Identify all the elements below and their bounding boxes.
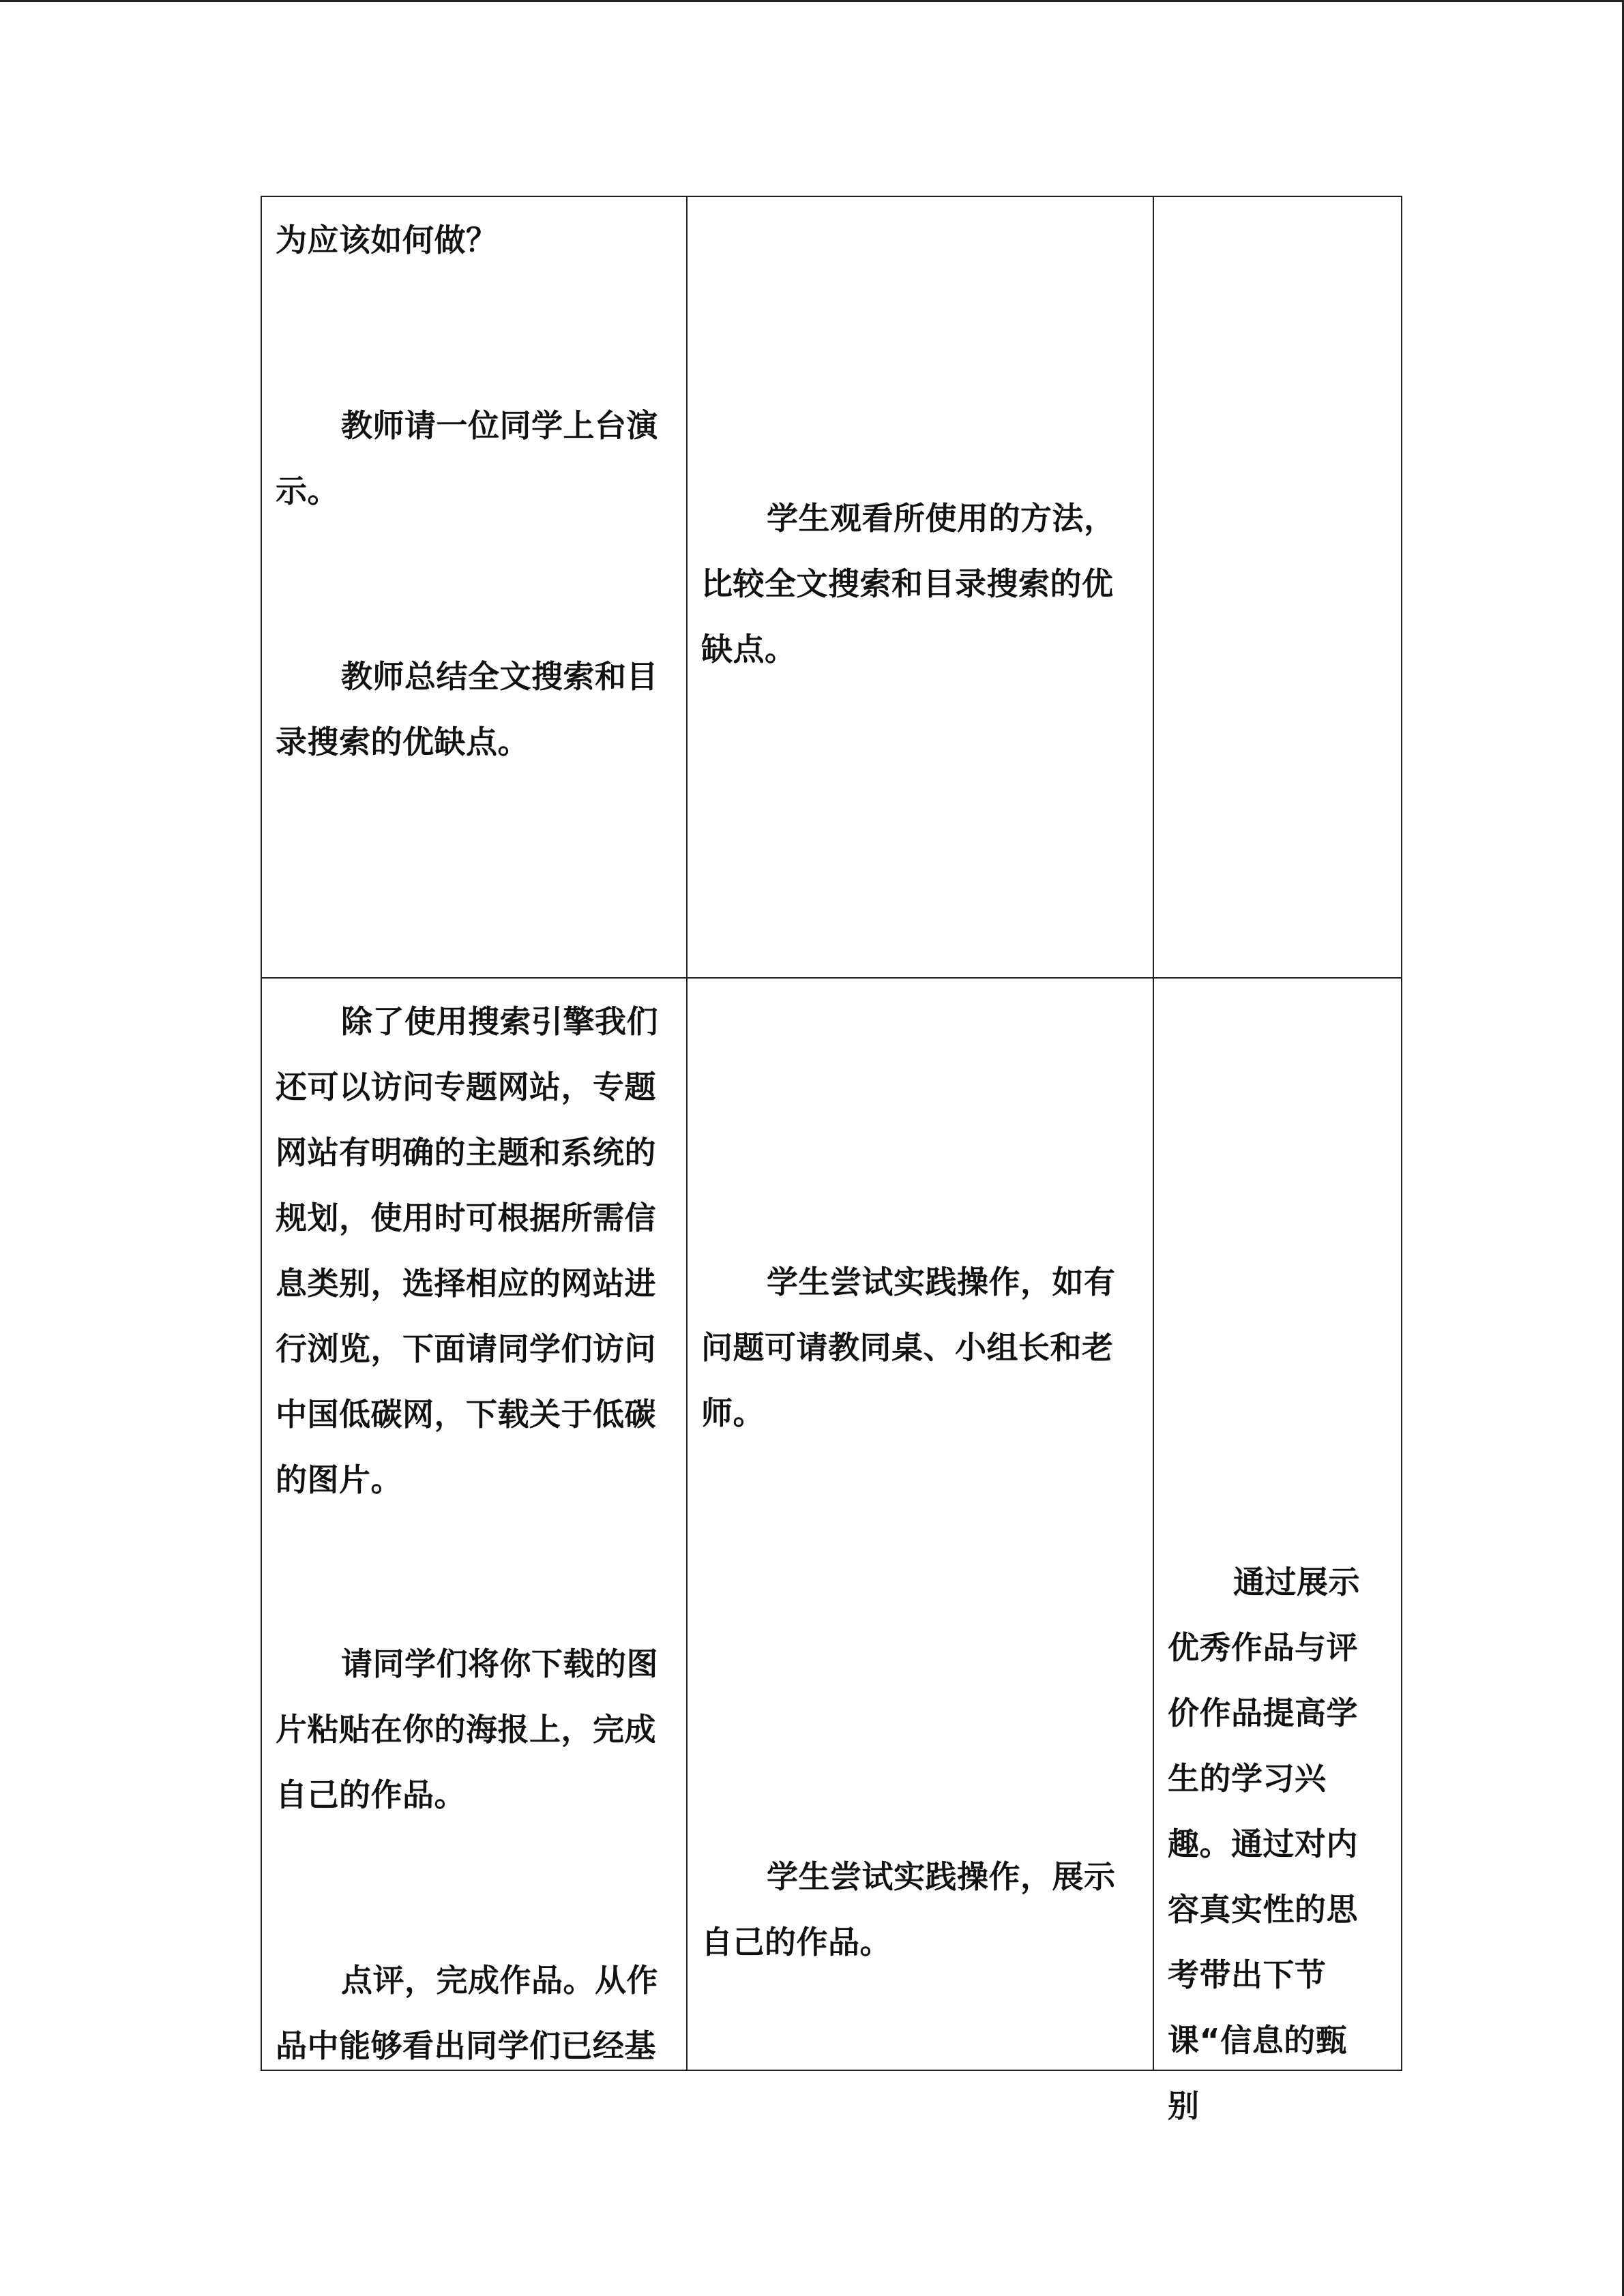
table-cell-text: 学生尝试实践操作，如有问题可请教同桌、小组长和老师。 xyxy=(701,1264,1116,1431)
table-border-left xyxy=(261,196,262,2071)
table-cell-text: 通过展示优秀作品与评价作品提高学生的学习兴趣。通过对内容真实性的思考带出下节课“信息的甄别 xyxy=(1168,1564,1360,2124)
page-frame-top xyxy=(0,0,1624,2)
table-cell-text: 点评，完成作品。从作品中能够看出同学们已经基 xyxy=(276,1962,658,2064)
table-col-divider-1 xyxy=(686,196,688,2071)
table-col-divider-2 xyxy=(1153,196,1154,2071)
table-cell-text: 教师请一位同学上台演示。 xyxy=(276,407,658,509)
table-cell-text: 教师总结全文搜索和目录搜索的优缺点。 xyxy=(276,658,658,760)
table-row-divider xyxy=(261,977,1402,979)
table-border-right xyxy=(1401,196,1402,2071)
table-cell-text: 为应该如何做？ xyxy=(276,222,498,258)
table-cell-text: 请同学们将你下载的图片粘贴在你的海报上，完成自己的作品。 xyxy=(276,1645,658,1813)
table-cell-text: 除了使用搜索引擎我们还可以访问专题网站，专题网站有明确的主题和系统的规划，使用时可根据所需信息类别，选择相应的网站进行浏览，下面请同学们访问中国低碳网，下载关于低碳的图片。 xyxy=(276,1003,658,1498)
table-border-top xyxy=(261,196,1402,197)
table-cell-text: 学生观看所使用的方法，比较全文搜索和目录搜索的优缺点。 xyxy=(701,500,1116,668)
table-cell-text: 学生尝试实践操作，展示自己的作品。 xyxy=(701,1858,1116,1960)
